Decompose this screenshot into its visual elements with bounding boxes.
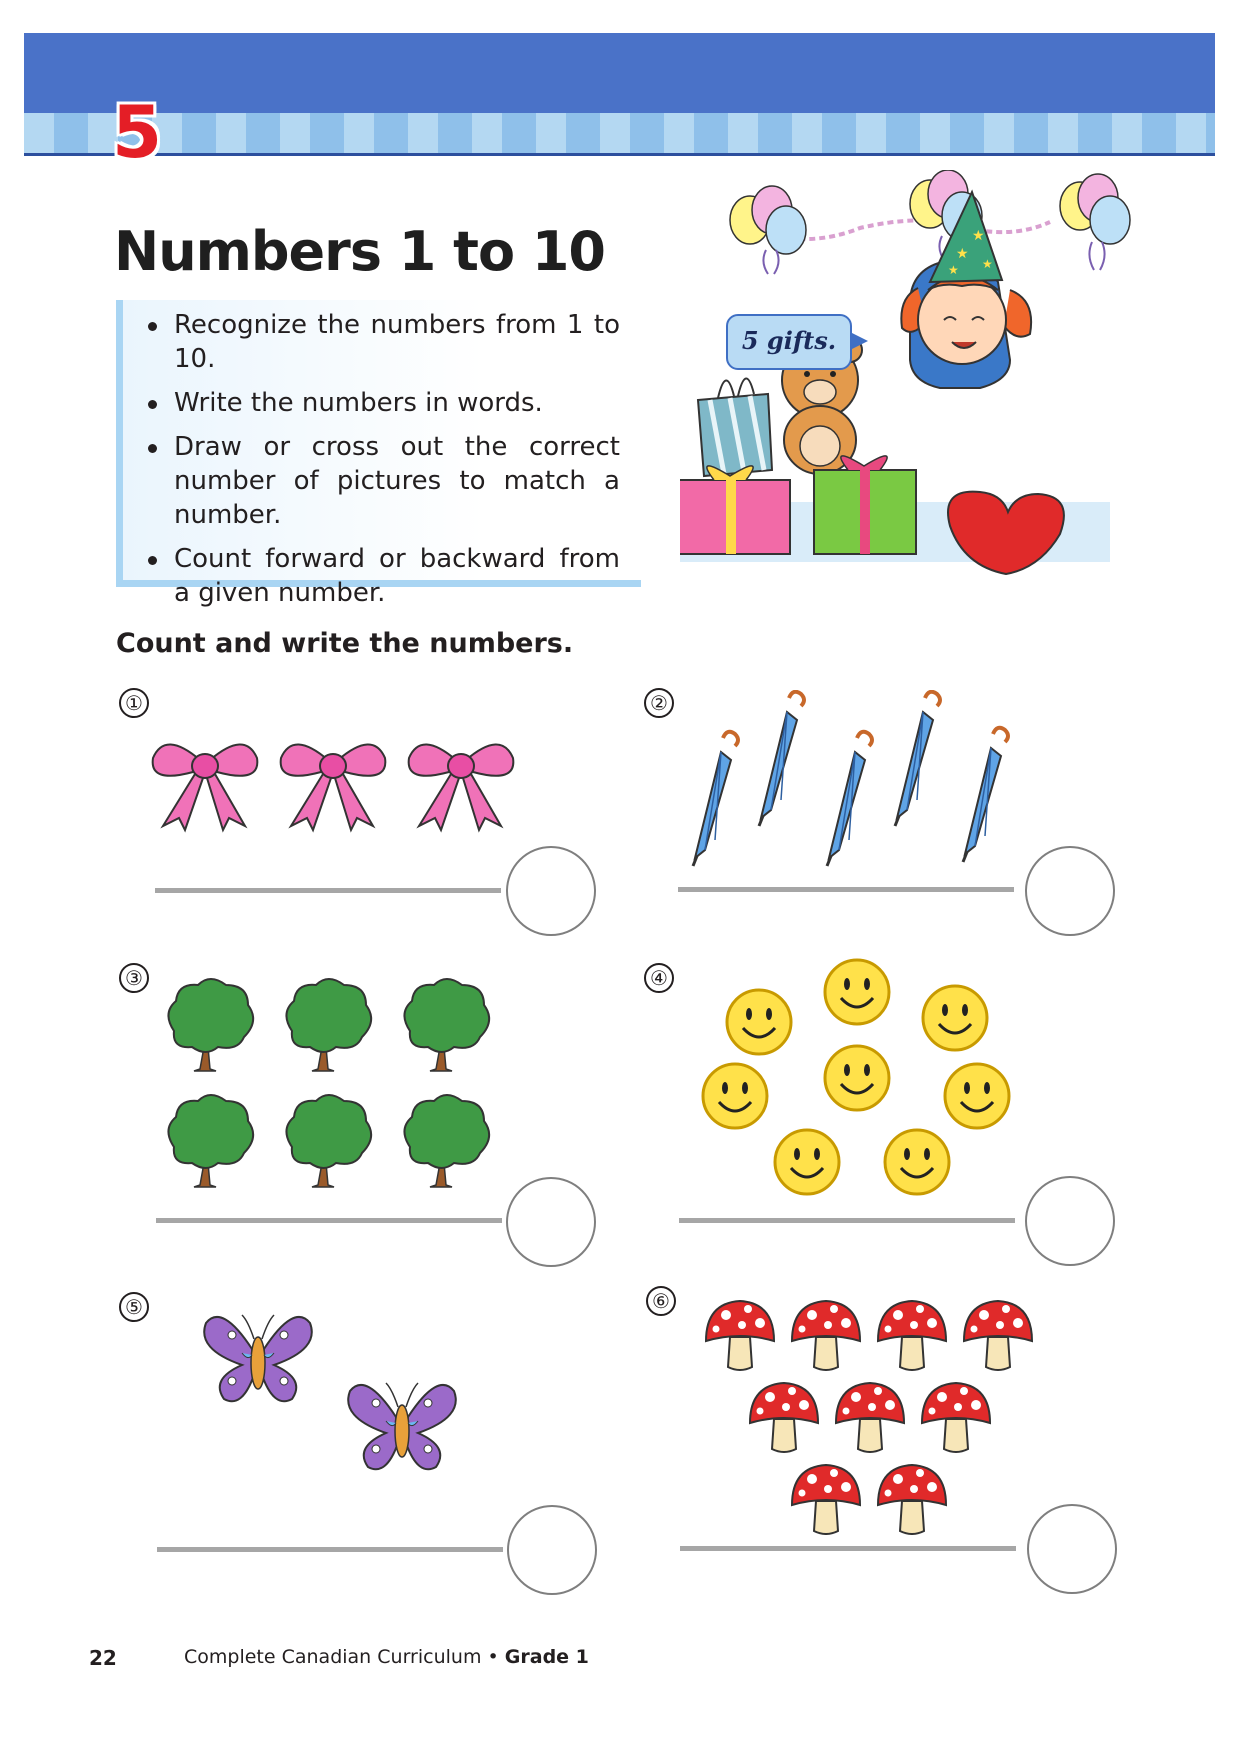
- bow-icon: [409, 744, 514, 830]
- mushroom-icon: [792, 1301, 860, 1370]
- question-number-3: ③: [119, 963, 149, 993]
- question-number-1: ①: [119, 688, 149, 718]
- mushroom-picture-group: [700, 1285, 1040, 1535]
- butterfly-picture-group: [198, 1305, 478, 1505]
- answer-line-3[interactable]: [156, 1218, 502, 1223]
- objective-item: Draw or cross out the correct number of pictures to match a number.: [140, 430, 620, 532]
- question-number-5: ⑤: [119, 1292, 149, 1322]
- answer-line-4[interactable]: [679, 1218, 1015, 1223]
- footer-separator: •: [487, 1646, 499, 1668]
- butterfly-icon: [348, 1383, 456, 1469]
- tree-icon: [404, 979, 489, 1071]
- bow-picture-group: [145, 730, 525, 840]
- answer-circle-3[interactable]: [506, 1177, 596, 1267]
- instruction: Count and write the numbers.: [116, 628, 574, 659]
- tree-icon: [404, 1095, 489, 1187]
- page-title: Numbers 1 to 10: [114, 220, 605, 283]
- balloon-icon: [1060, 174, 1130, 270]
- footer-book-title: [184, 1646, 589, 1668]
- svg-text:★: ★: [972, 228, 985, 244]
- umbrella-picture-group: [685, 690, 1045, 870]
- smiley-face-icon: [825, 1046, 889, 1110]
- gift-box-icon: [680, 466, 790, 554]
- umbrella-icon: [759, 692, 804, 826]
- grade-label: Grade 1: [504, 1646, 589, 1668]
- smiley-face-icon: [703, 1064, 767, 1128]
- answer-line-6[interactable]: [680, 1546, 1016, 1551]
- bow-icon: [281, 744, 386, 830]
- question-number-2: ②: [644, 688, 674, 718]
- smiley-face-icon: [923, 986, 987, 1050]
- objective-item: Count forward or backward from a given number.: [140, 542, 620, 610]
- objectives-list: [140, 308, 620, 620]
- umbrella-icon: [693, 732, 738, 866]
- header-banner: [24, 33, 1215, 113]
- mushroom-icon: [878, 1301, 946, 1370]
- umbrella-icon: [895, 692, 940, 826]
- question-number-4: ④: [644, 963, 674, 993]
- answer-line-5[interactable]: [157, 1547, 503, 1552]
- header-checker-strip: [24, 113, 1215, 153]
- answer-line-1[interactable]: [155, 888, 501, 893]
- smiley-face-icon: [945, 1064, 1009, 1128]
- answer-circle-4[interactable]: [1025, 1176, 1115, 1266]
- mushroom-icon: [792, 1465, 860, 1534]
- balloon-icon: [730, 186, 806, 274]
- unit-number: 5: [112, 90, 163, 174]
- bow-icon: [153, 744, 258, 830]
- answer-circle-1[interactable]: [506, 846, 596, 936]
- tree-icon: [286, 1095, 371, 1187]
- tree-icon: [168, 1095, 253, 1187]
- svg-text:★: ★: [982, 257, 993, 271]
- svg-text:★: ★: [956, 246, 969, 262]
- answer-circle-2[interactable]: [1025, 846, 1115, 936]
- book-title: Complete Canadian Curriculum: [184, 1646, 482, 1668]
- smiley-face-icon: [885, 1130, 949, 1194]
- tree-picture-group: [160, 975, 510, 1195]
- question-number-6: ⑥: [646, 1286, 676, 1316]
- svg-text:★: ★: [948, 263, 959, 277]
- answer-circle-5[interactable]: [507, 1505, 597, 1595]
- umbrella-icon: [827, 732, 872, 866]
- mushroom-icon: [836, 1383, 904, 1452]
- mushroom-icon: [922, 1383, 990, 1452]
- smiley-face-icon: [775, 1130, 839, 1194]
- gift-box-icon: [814, 456, 916, 554]
- objective-item: Write the numbers in words.: [140, 386, 620, 420]
- mushroom-icon: [750, 1383, 818, 1452]
- umbrella-icon: [963, 728, 1008, 862]
- objective-item: Recognize the numbers from 1 to 10.: [140, 308, 620, 376]
- tree-icon: [168, 979, 253, 1071]
- speech-bubble: 5 gifts.: [726, 314, 852, 370]
- party-girl-illustration: [680, 170, 1180, 640]
- answer-line-2[interactable]: [678, 887, 1014, 892]
- answer-circle-6[interactable]: [1027, 1504, 1117, 1594]
- tree-icon: [286, 979, 371, 1071]
- smiley-face-icon: [825, 960, 889, 1024]
- header-divider: [24, 153, 1215, 156]
- page-number: 22: [89, 1646, 117, 1670]
- mushroom-icon: [878, 1465, 946, 1534]
- butterfly-icon: [204, 1315, 312, 1401]
- gift-bag-icon: [698, 378, 772, 476]
- mushroom-icon: [964, 1301, 1032, 1370]
- smiley-picture-group: [695, 950, 1015, 1210]
- smiley-face-icon: [727, 990, 791, 1054]
- mushroom-icon: [706, 1301, 774, 1370]
